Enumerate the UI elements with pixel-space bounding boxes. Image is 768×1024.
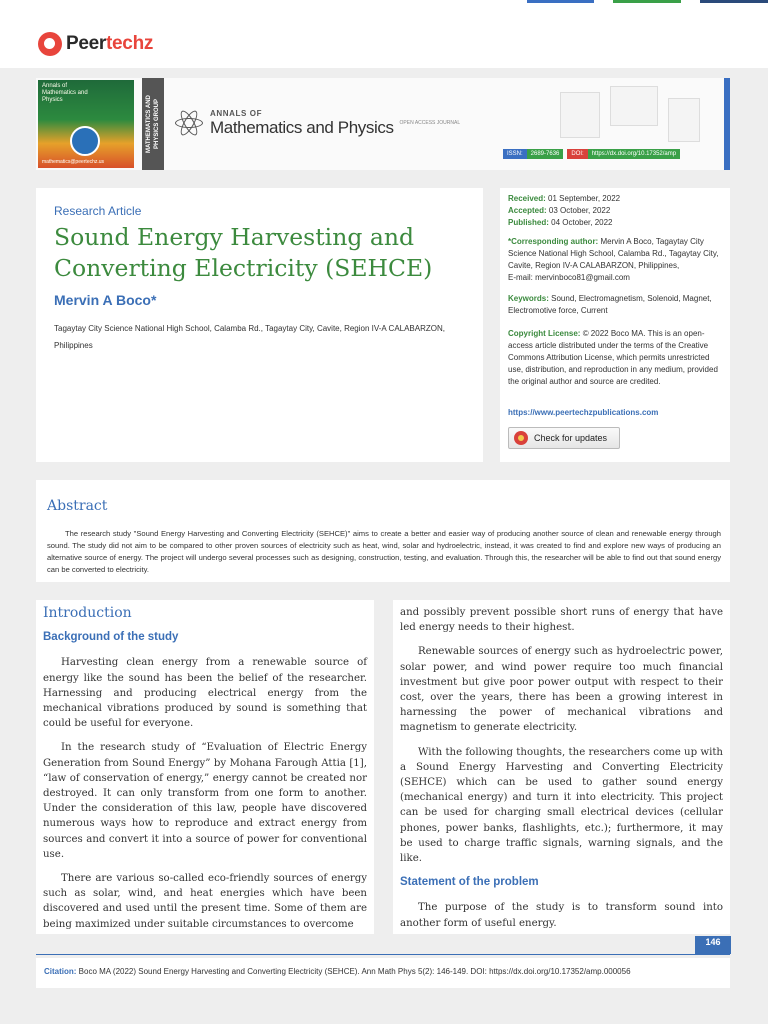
paragraph: Harvesting clean energy from a renewable source of energy like the sound has been the belief of the researcher. Harnessing and producing electrical energy from the mechanical vibrations produced by sound is something that could be useful for everyone. [43,657,367,730]
body-left-column [36,600,374,934]
corresponding-text: Mervin A Boco, Tagaytay City Science National High School, Calamba Rd., Tagaytay City, Cavite, Region IV-A CALABARZON, Philippines, [508,237,719,270]
check-for-updates-icon [514,431,528,445]
corresponding-email[interactable]: E-mail: mervinboco81@gmail.com [508,273,630,282]
background-subheading: Background of the study [43,631,179,644]
journal-logo [174,108,460,138]
doi-label: DOI: [567,149,587,159]
header-stripe-navy [700,0,768,3]
accepted-label: Accepted: [508,206,547,215]
cover-email: mathematics@peertechz.us [42,159,105,165]
issn-value: 2689-7636 [527,149,564,159]
article-title: Sound Energy Harvesting and Converting Electricity (SEHCE) [54,223,433,282]
paragraph: With the following thoughts, the researchers come up with a Sound Energy Harvesting and Converting Electricity (SEHCE) which can be used to gather sound energy (mechanical energy) and turn it into electricity. This project can be used for charging small electrical devices (cellular phones, power banks, flashlights, etc.); furthermore, it may be used to charge traffic signals, warning signals, and the like. [400,746,723,865]
cover-emblem-icon [70,126,100,156]
problem-statement-subheading: Statement of the problem [400,876,539,889]
journal-cover-image [38,80,134,168]
introduction-heading: Introduction [43,605,132,621]
received-label: Received: [508,194,546,203]
peertechz-logo[interactable] [38,32,153,56]
corresponding-block [508,236,724,284]
banner-decoration [550,84,710,144]
citation-text: Boco MA (2022) Sound Energy Harvesting and Converting Electricity (SEHCE). Ann Math Phys 5(2): 146-149. DOI: https://dx.doi.org/10.17352/amp.000056 [78,967,631,976]
keywords-block [508,293,724,317]
doi-value[interactable]: https://dx.doi.org/10.17352/amp [588,149,680,159]
corresponding-label: *Corresponding author: [508,237,599,246]
publisher-url-link[interactable]: https://www.peertechzpublications.com [508,408,659,417]
journal-banner [36,78,730,170]
received-date: 01 September, 2022 [548,194,621,203]
article-type: Research Article [54,204,142,218]
published-date: 04 October, 2022 [551,218,613,227]
check-for-updates-label: Check for updates [534,433,608,443]
article-info-panel [500,188,730,462]
author-name[interactable]: Mervin A Boco* [54,292,157,308]
body-right-column [393,600,730,934]
copyright-block [508,328,724,388]
atom-icon [174,108,204,138]
peertechz-logo-icon [38,32,62,56]
header-stripe-green [613,0,681,3]
site-header [0,0,768,68]
paragraph: There are various so-called eco-friendly sources of energy such as solar, wind, and heat energies which have been discovered and used until the present time. Some of them are being maximized under suitable circumstances to overcome [43,873,367,930]
paragraph: The purpose of the study is to transform sound into another form of useful energy. [400,902,723,929]
paragraph: In the research study of “Evaluation of Electric Energy Generation from Sound Energy” by Mohana Farough Attia [1], “law of conservation of energy,” energy cannot be created nor destroyed. It can only transform from one form to another. Under the consideration of this law, people have discovered numerous ways how to reproduce and extract energy from sources and convert it into a source of power for conventional use. [43,742,367,860]
author-affiliation: Tagaytay City Science National High School, Calamba Rd., Tagaytay City, Cavite, Region IV-A CALABARZON, Philippines [54,324,445,350]
abstract-panel [36,480,730,582]
copyright-label: Copyright License: [508,329,581,338]
open-access-badge: OPEN ACCESS JOURNAL [399,120,461,126]
peertechz-wordmark: Peertechz [66,33,154,54]
citation-label: Citation: [44,967,77,976]
issn-label: ISSN: [503,149,527,159]
copyright-text: © 2022 Boco MA. This is an open-access article distributed under the terms of the Creative Commons Attribution License, which permits unrestricted use, distribution, and reproduction in any medium, provided the original author and source are credited. [508,329,718,386]
header-stripe-blue [527,0,594,3]
paragraph-continued: and possibly prevent possible short runs of energy that have led energy needs to their highest. [400,607,723,634]
abstract-text: The research study "Sound Energy Harvesting and Converting Electricity (SEHCE)" aims to create a better and easier way of producing another source of clean and renewable energy through sound. The study did not aim to be compared to other proven sources of electricity such as heat, wind, solar and hydroelectric, instead, it was created to find and explore new ways of producing an alternative source of energy. The project will undergo several processes such as designing, construction, testing, and evaluation. Through this, the researcher will be able to find out that sound energy can be converted to electricity. [47,529,721,574]
title-panel [36,188,483,462]
check-for-updates-button[interactable] [508,427,620,449]
page-number: 146 [695,936,731,954]
abstract-heading: Abstract [47,498,108,514]
journal-name: Mathematics and Physics [210,117,394,137]
issn-doi-bar [503,149,680,159]
citation-bar [36,958,730,988]
paragraph: Renewable sources of energy such as hydroelectric power, solar power, and wind power require too much financial investment but give poor power output with respect to their cost, over the years, there has been a growing interest in harnessing the power of mechanical vibrations and magnetism to generate electricity. [400,646,723,734]
group-side-label: MATHEMATICS AND PHYSICS GROUP [142,78,164,170]
footer-rule [36,954,730,955]
published-label: Published: [508,218,549,227]
journal-small-title: ANNALS OF [210,108,263,118]
keywords-label: Keywords: [508,294,549,303]
accepted-date: 03 October, 2022 [548,206,611,215]
cover-title: Annals of Mathematics and Physics [42,83,88,103]
dates-block [508,193,724,229]
keywords-text: Sound, Electromagnetism, Solenoid, Magnet, Electromotive force, Current [508,294,712,315]
